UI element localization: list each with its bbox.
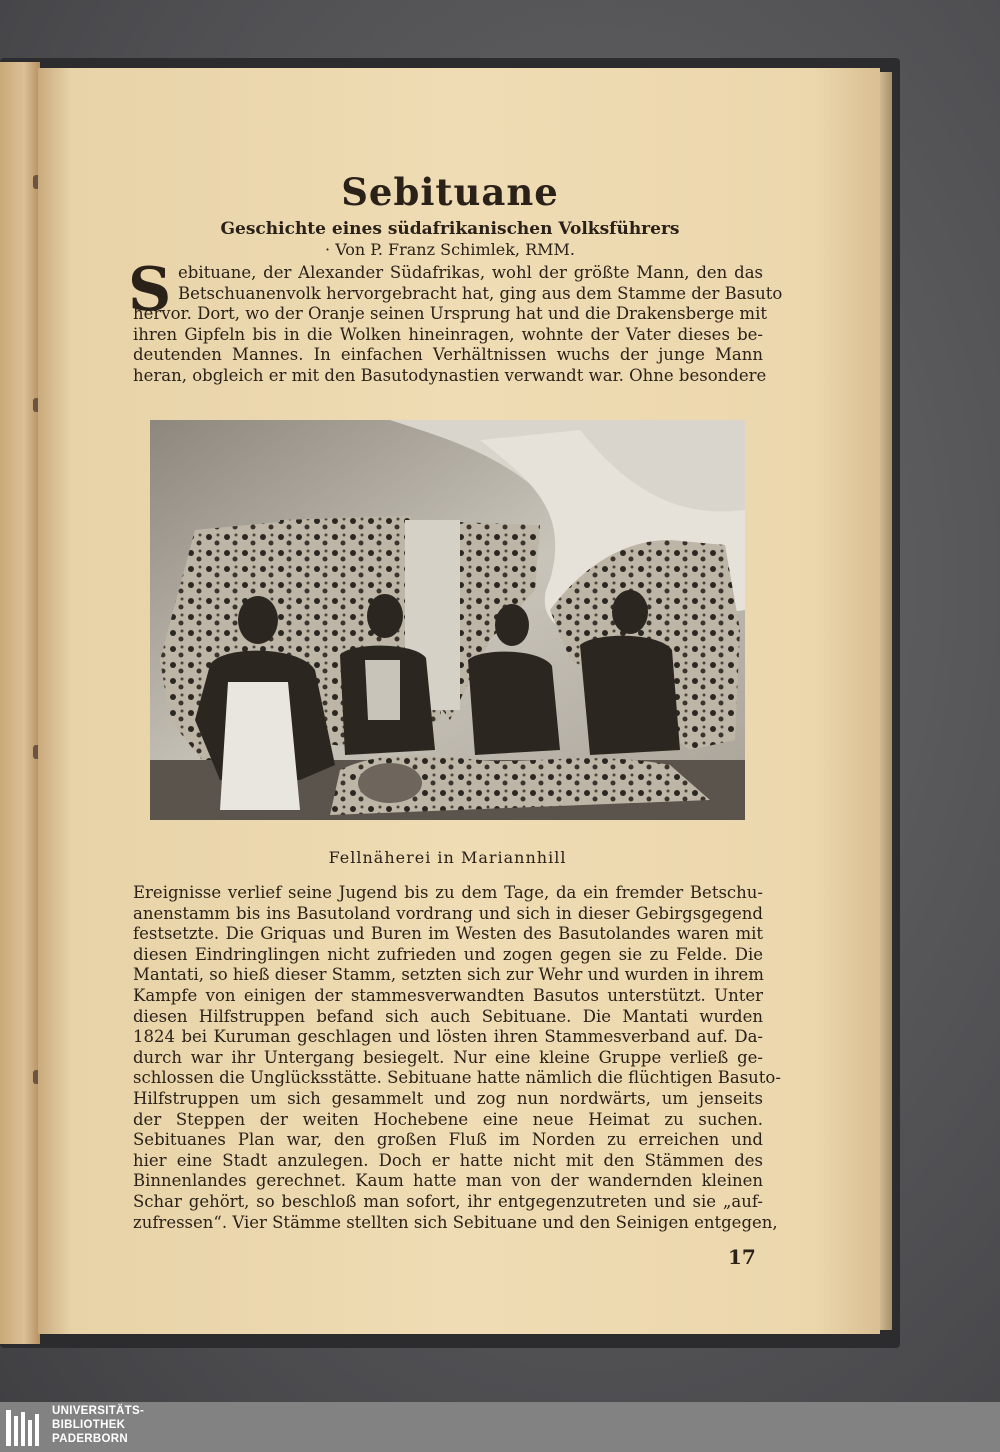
article-title: Sebituane: [341, 170, 559, 214]
photo-fur-sewing: [150, 420, 745, 820]
library-logo-line: PADERBORN: [52, 1433, 128, 1445]
article-byline: · Von P. Franz Schimlek, RMM.: [325, 240, 575, 259]
text-line: schlossen die Unglücksstätte. Sebituane hatte nämlich die flüchtigen Basuto-: [133, 1068, 781, 1088]
text-line: der Steppen der weiten Hochebene eine neue Heimat zu suchen.: [133, 1109, 763, 1129]
text-line: hier eine Stadt anzulegen. Doch er hatte nicht mit den Stämmen des: [133, 1150, 763, 1170]
text-line: durch war ihr Untergang besiegelt. Nur eine kleine Gruppe verließ ge-: [133, 1047, 763, 1067]
page-stack-edge: [880, 72, 892, 1330]
text-line: Sebituanes Plan war, den großen Fluß im Norden zu erreichen und: [133, 1130, 763, 1150]
text-line: Mantati, so hieß dieser Stamm, setzten sich zur Wehr und wurden in ihrem: [133, 965, 764, 985]
text-line: deutenden Mannes. In einfachen Verhältnissen wuchs der junge Mann: [133, 345, 763, 365]
text-line: festsetzte. Die Griquas und Buren im Westen des Basutolandes waren mit: [133, 924, 763, 944]
text-line: Hilfstruppen um sich gesammelt und zog nun nordwärts, um jenseits: [133, 1089, 763, 1108]
photo-caption: Fellnäherei in Mariannhill: [328, 848, 567, 867]
text-line: hervor. Dort, wo der Oranje seinen Ursprung hat und die Drakensberge mit: [133, 304, 767, 324]
text-line: Binnenlandes gerechnet. Kaum hatte man von der wandernden kleinen: [133, 1171, 763, 1191]
library-logo-line: BIBLIOTHEK: [52, 1419, 126, 1431]
text-line: 1824 bei Kuruman geschlagen und lösten ihren Stammesverband auf. Da-: [133, 1027, 763, 1047]
text-line: Ereignisse verlief seine Jugend bis zu dem Tage, da ein fremder Betschu-: [133, 883, 763, 902]
text-line: Kampfe von einigen der stammesverwandten Basutos unterstützt. Unter: [133, 986, 763, 1005]
page-number: 17: [728, 1245, 756, 1269]
article-subtitle: Geschichte eines südafrikanischen Volksführers: [220, 219, 680, 239]
library-logo-line: UNIVERSITÄTS-: [52, 1405, 145, 1417]
text-line: diesen Eindringlingen nicht zufrieden und zogen gegen sie zu Felde. Die: [133, 944, 763, 964]
left-page-edge: [0, 62, 40, 1344]
text-line: heran, obgleich er mit den Basutodynastien verwandt war. Ohne besondere: [133, 366, 767, 385]
text-line: zufressen“. Vier Stämme stellten sich Sebituane und den Seinigen entgegen,: [133, 1212, 778, 1232]
text-line: ihren Gipfeln bis in die Wolken hineinragen, wohnte der Vater dieses be-: [133, 324, 763, 344]
photo-illustration: [150, 420, 745, 820]
library-logo-text: [52, 1404, 172, 1446]
text-line: Schar gehört, so beschloß man sofort, ihr entgegenzutreten und sie „auf-: [133, 1192, 763, 1211]
text-line: diesen Hilfstruppen befand sich auch Sebituane. Die Mantati wurden: [133, 1006, 763, 1026]
text-line: anenstamm bis ins Basutoland vordrang und sich in dieser Gebirgsgegend: [133, 903, 763, 923]
drop-cap: S: [128, 255, 172, 325]
text-line: ebituane, der Alexander Südafrikas, wohl der größte Mann, den das: [178, 263, 763, 282]
library-emblem-icon: [0, 1402, 50, 1452]
text-line: Betschuanenvolk hervorgebracht hat, ging aus dem Stamme der Basuto: [178, 283, 783, 303]
